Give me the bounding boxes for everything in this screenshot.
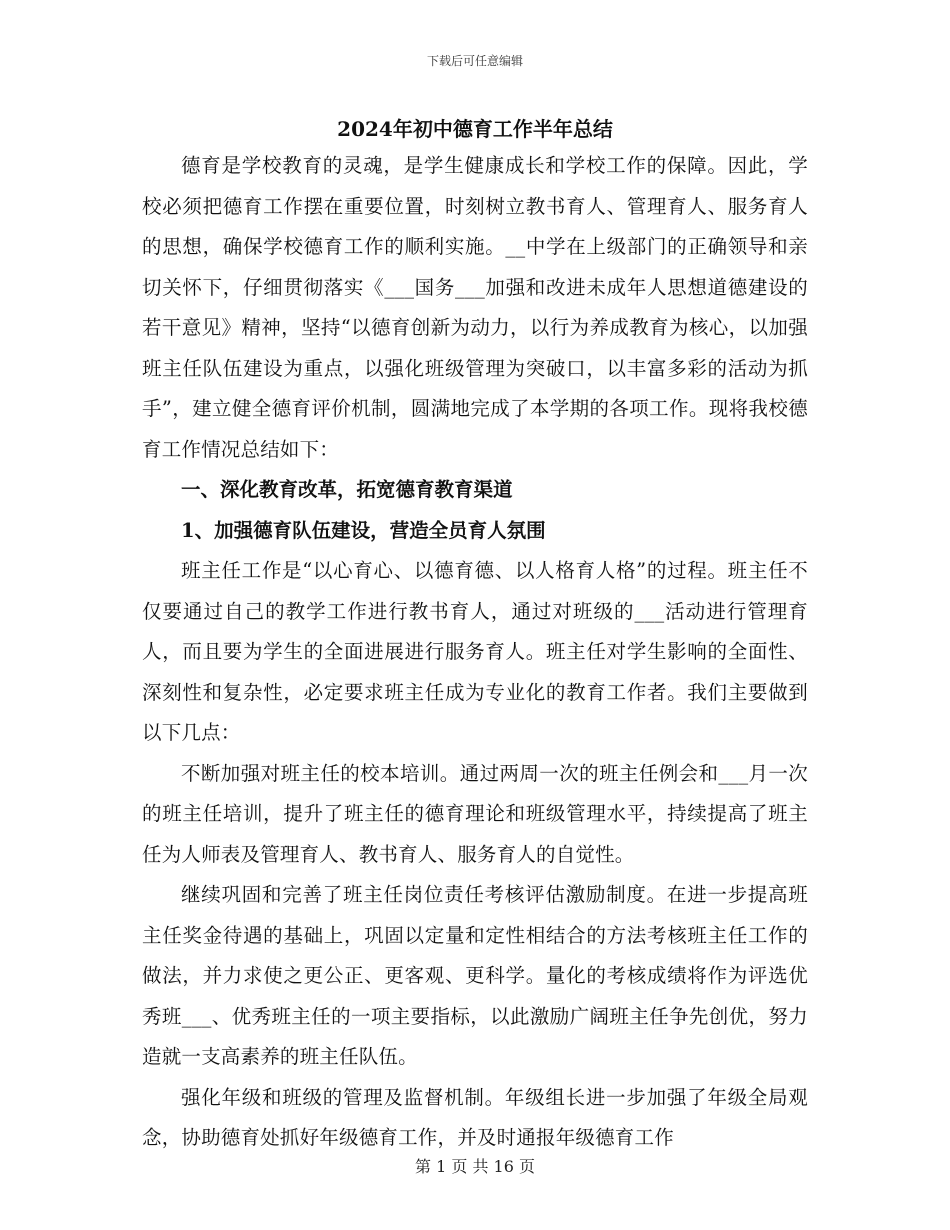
paragraph-class-teacher-role: 班主任工作是“以心育心、以德育德、以人格育人格”的过程。班主任不仅要通过自己的教学工作进行教书育人，通过对班级的___活动进行管理育人，而且要为学生的全面进展进行服务育人。班主任对学生影响的全面性、深刻性和复杂性，必定要求班主任成为专业化的教育工作者。我们主要做到以下几点： <box>142 559 808 744</box>
paragraph-assessment: 继续巩固和完善了班主任岗位责任考核评估激励制度。在进一步提高班主任奖金待遇的基础上，巩固以定量和定性相结合的方法考核班主任工作的做法，并力求使之更公正、更客观、更科学。量化的考核成绩将作为评选优秀班___、优秀班主任的一项主要指标，以此激励广阔班主任争先创优，努力造就一支高素养的班主任队伍。 <box>142 883 808 1068</box>
paragraph-training: 不断加强对班主任的校本培训。通过两周一次的班主任例会和___月一次的班主任培训，提升了班主任的德育理论和班级管理水平，持续提高了班主任为人师表及管理育人、教书育人、服务育人的自觉性。 <box>142 761 808 866</box>
subsection-heading-1-1: 1、加强德育队伍建设，营造全员育人氛围 <box>181 518 546 542</box>
header-note: 下载后可任意编辑 <box>426 54 523 68</box>
document-title: 2024年初中德育工作半年总结 <box>337 117 613 141</box>
page-number: 第 1 页 共 16 页 <box>415 1157 535 1176</box>
paragraph-intro: 德育是学校教育的灵魂，是学生健康成长和学校工作的保障。因此，学校必须把德育工作摆在重要位置，时刻树立教书育人、管理育人、服务育人的思想，确保学校德育工作的顺利实施。__中学在上级部门的正确领导和亲切关怀下，仔细贯彻落实《___国务___加强和改进未成年人思想道德建设的若干意见》精神，坚持“以德育创新为动力，以行为养成教育为核心，以加强班主任队伍建设为重点，以强化班级管理为突破口，以丰富多彩的活动为抓手”，建立健全德育评价机制，圆满地完成了本学期的各项工作。现将我校德育工作情况总结如下： <box>142 154 808 461</box>
paragraph-grade-management: 强化年级和班级的管理及监督机制。年级组长进一步加强了年级全局观念，协助德育处抓好年级德育工作，并及时通报年级德育工作 <box>142 1085 808 1149</box>
document-body <box>142 112 808 1159</box>
section-heading-1: 一、深化教育改革，拓宽德育教育渠道 <box>181 478 513 501</box>
